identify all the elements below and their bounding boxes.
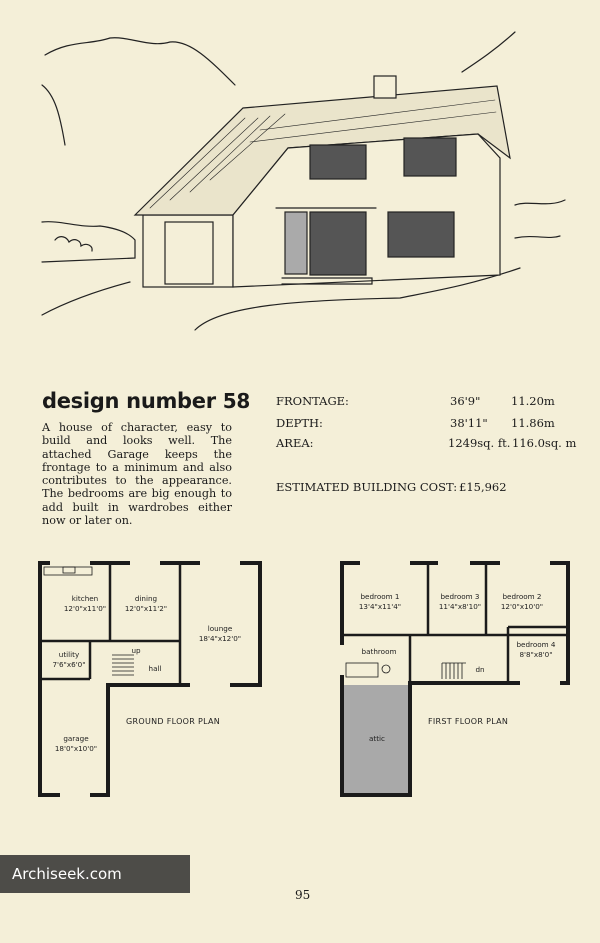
room-lounge-name: lounge — [207, 624, 233, 633]
design-number: 58 — [222, 389, 251, 413]
spec-area-imperial: 1249sq. ft. — [448, 436, 511, 450]
room-bedroom-2-size: 12'0"x10'0" — [500, 602, 544, 611]
room-bedroom-2 — [494, 592, 550, 612]
watermark-text: Archiseek.com — [12, 865, 122, 883]
room-utility-name: utility — [58, 650, 80, 659]
room-utility-size: 7'6"x6'0" — [52, 660, 86, 669]
cost-label: ESTIMATED BUILDING COST: — [276, 480, 458, 494]
spec-frontage-imperial: 36'9" — [450, 394, 481, 408]
spec-depth-metric: 11.86m — [511, 416, 555, 430]
spec-depth-label: DEPTH: — [276, 416, 323, 430]
room-dining-size: 12'0"x11'2" — [124, 604, 168, 613]
house-sketch — [0, 0, 600, 360]
archiseek-watermark — [0, 855, 190, 893]
room-bedroom-1 — [352, 592, 408, 612]
room-kitchen — [57, 594, 113, 614]
room-bedroom-4-size: 8'8"x8'0" — [519, 650, 553, 659]
room-utility — [44, 650, 94, 670]
room-bathroom — [354, 647, 404, 657]
room-garage-name: garage — [63, 734, 89, 743]
room-attic — [362, 734, 392, 744]
room-hall — [140, 664, 170, 674]
cost-value: £15,962 — [459, 480, 507, 494]
room-garage — [48, 734, 104, 754]
room-attic-name: attic — [369, 734, 385, 743]
room-dining — [118, 594, 174, 614]
room-lounge — [190, 624, 250, 644]
spec-frontage-label: FRONTAGE: — [276, 394, 349, 408]
room-bedroom-3-name: bedroom 3 — [440, 592, 480, 601]
ground-floor-plan-label: GROUND FLOOR PLAN — [126, 717, 221, 726]
first-floor-plan-label: FIRST FLOOR PLAN — [428, 717, 509, 726]
room-kitchen-name: kitchen — [71, 594, 99, 603]
spec-area-label: AREA: — [276, 436, 314, 450]
design-description: A house of character, easy to build and looks well. The attached Garage keeps the frontage to a minimum and also contributes to the appearance. The bedrooms are big enough to add built in wardrobes either now or later on. — [42, 421, 232, 528]
room-bedroom-1-name: bedroom 1 — [360, 592, 400, 601]
room-bedroom-2-name: bedroom 2 — [502, 592, 542, 601]
spec-depth-imperial: 38'11" — [450, 416, 488, 430]
room-kitchen-size: 12'0"x11'0" — [63, 604, 107, 613]
stairs-up-label: up — [131, 646, 141, 655]
room-hall-name: hall — [148, 664, 162, 673]
design-title — [42, 389, 250, 413]
room-bedroom-1-size: 13'4"x11'4" — [358, 602, 402, 611]
design-title-prefix: design number — [42, 389, 216, 413]
room-lounge-size: 18'4"x12'0" — [198, 634, 242, 643]
room-bedroom-3-size: 11'4"x8'10" — [438, 602, 482, 611]
spec-area-metric: 116.0sq. m — [512, 436, 577, 450]
spec-frontage-metric: 11.20m — [511, 394, 555, 408]
room-bedroom-4 — [508, 640, 564, 660]
room-bedroom-3 — [432, 592, 488, 612]
stairs-down-label: dn — [475, 665, 485, 674]
room-garage-size: 18'0"x10'0" — [54, 744, 98, 753]
room-bedroom-4-name: bedroom 4 — [516, 640, 556, 649]
room-bathroom-name: bathroom — [361, 647, 397, 656]
page-number: 95 — [295, 888, 311, 902]
room-dining-name: dining — [134, 594, 158, 603]
